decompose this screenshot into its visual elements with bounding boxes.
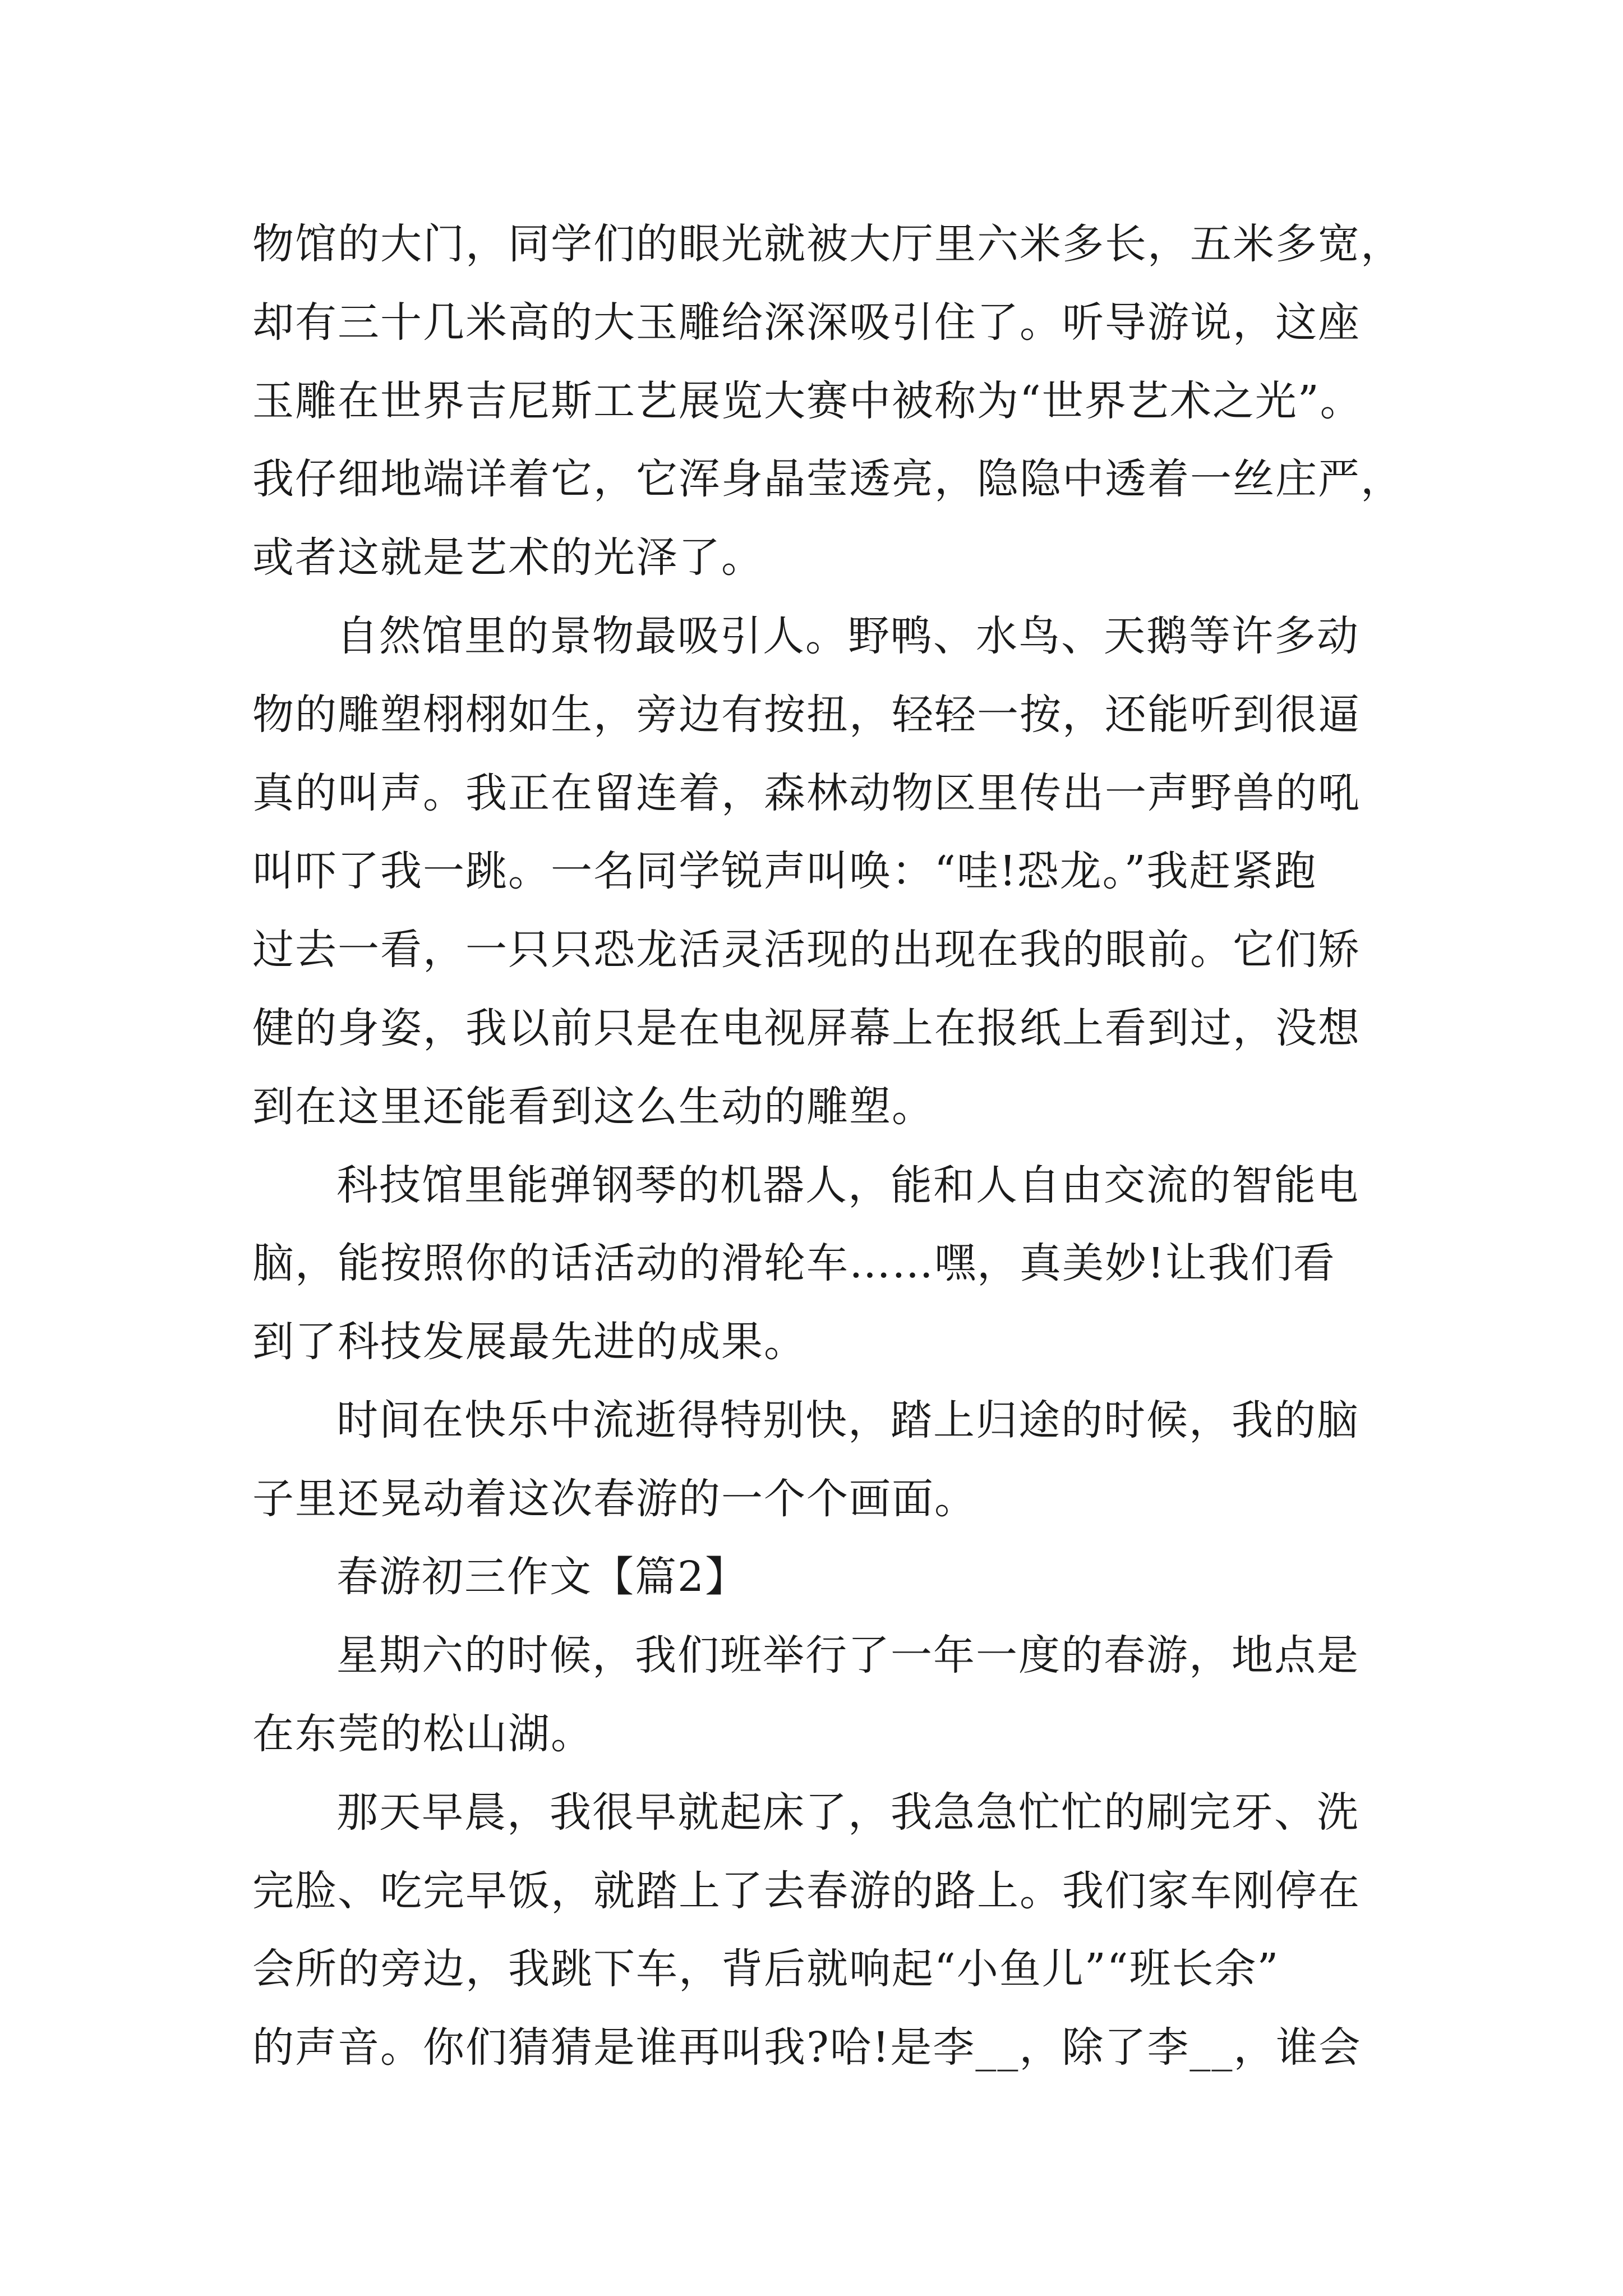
text-line: 在东莞的松山湖。 bbox=[252, 1710, 593, 1758]
text-line: 会所的旁边，我跳下车，背后就响起“小鱼儿”“班长余” bbox=[252, 1945, 1280, 1993]
text-line: 健的身姿，我以前只是在电视屏幕上在报纸上看到过，没想 bbox=[252, 1004, 1361, 1052]
paragraph-start: 那天早晨，我很早就起床了，我急急忙忙的刷完牙、洗 bbox=[336, 1788, 1359, 1837]
section-heading: 春游初三作文【篇2】 bbox=[336, 1553, 748, 1601]
text-line: 玉雕在世界吉尼斯工艺展览大赛中被称为“世界艺术之光”。 bbox=[252, 377, 1363, 425]
text-line: 的声音。你们猜猜是谁再叫我?哈!是李__，除了李__，谁会 bbox=[252, 2023, 1362, 2072]
text-line: 物馆的大门，同学们的眼光就被大厅里六米多长，五米多宽， bbox=[252, 220, 1403, 268]
text-line: 或者这就是艺术的光泽了。 bbox=[252, 533, 764, 582]
text-line: 脑，能按照你的话活动的滑轮车……嘿，真美妙!让我们看 bbox=[252, 1239, 1336, 1287]
text-line: 却有三十几米高的大玉雕给深深吸引住了。听导游说，这座 bbox=[252, 298, 1361, 347]
text-line: 真的叫声。我正在留连着，森林动物区里传出一声野兽的吼 bbox=[252, 769, 1361, 817]
text-line: 叫吓了我一跳。一名同学锐声叫唤：“哇!恐龙。”我赶紧跑 bbox=[252, 847, 1317, 895]
text-line: 过去一看，一只只恐龙活灵活现的出现在我的眼前。它们矫 bbox=[252, 926, 1361, 974]
text-line: 完脸、吃完早饭，就踏上了去春游的路上。我们家车刚停在 bbox=[252, 1867, 1361, 1915]
paragraph-start: 时间在快乐中流逝得特别快，踏上归途的时候，我的脑 bbox=[336, 1396, 1359, 1444]
text-line: 我仔细地端详着它，它浑身晶莹透亮，隐隐中透着一丝庄严， bbox=[252, 455, 1403, 503]
paragraph-start: 星期六的时候，我们班举行了一年一度的春游，地点是 bbox=[336, 1631, 1359, 1680]
text-line: 子里还晃动着这次春游的一个个画面。 bbox=[252, 1475, 977, 1523]
paragraph-start: 科技馆里能弹钢琴的机器人，能和人自由交流的智能电 bbox=[336, 1161, 1359, 1209]
text-line: 到了科技发展最先进的成果。 bbox=[252, 1318, 806, 1366]
paragraph-start: 自然馆里的景物最吸引人。野鸭、水鸟、天鹅等许多动 bbox=[336, 612, 1359, 660]
text-line: 物的雕塑栩栩如生，旁边有按扭，轻轻一按，还能听到很逼 bbox=[252, 691, 1361, 739]
text-line: 到在这里还能看到这么生动的雕塑。 bbox=[252, 1083, 934, 1131]
